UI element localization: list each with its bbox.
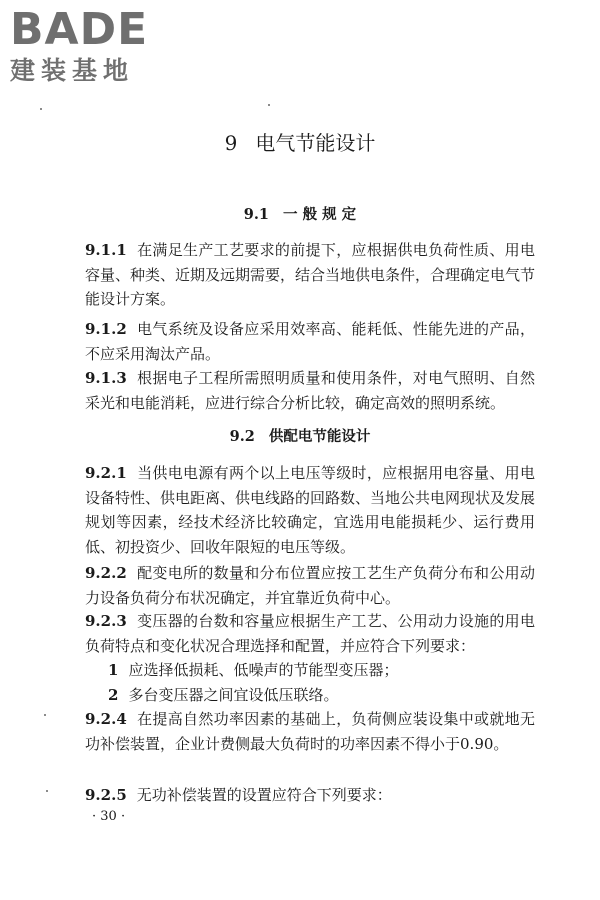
clause-9-2-2 <box>85 561 535 610</box>
clause-text: 电气系统及设备应采用效率高、能耗低、性能先进的产品，不应采用淘汰产品。 <box>85 320 535 363</box>
clause-number: 9.2.2 <box>85 564 127 582</box>
scan-speck <box>40 108 42 110</box>
clause-text: 在提高自然功率因素的基础上，负荷侧应装设集中或就地无功补偿装置，企业计费侧最大负荷时的功率因素不得小于0.90。 <box>85 710 535 753</box>
clause-text: 配变电所的数量和分布位置应按工艺生产负荷分布和公用动力设备负荷分布状况确定，并宜靠近负荷中心。 <box>85 564 535 607</box>
clause-text: 当供电电源有两个以上电压等级时，应根据用电容量、用电设备特性、供电距离、供电线路的回路数、当地公共电网现状及发展规划等因素，经技术经济比较确定，宜选用电能损耗少、运行费用低、初投资少、回收年限短的电压等级。 <box>85 464 536 556</box>
clause-9-2-1 <box>85 461 535 559</box>
chapter-title <box>0 128 600 158</box>
clause-9-2-4 <box>85 707 535 756</box>
section-title-9-1 <box>0 204 600 226</box>
scan-speck <box>268 104 270 106</box>
section-number: 9.2 <box>229 428 255 445</box>
page-number: · 30 · <box>92 809 126 824</box>
section-title-text: 供配电节能设计 <box>268 428 371 445</box>
clause-number: 9.1.2 <box>85 320 127 338</box>
clause-text: 在满足生产工艺要求的前提下，应根据供电负荷性质、用电容量、种类、近期及远期需要，结合当地供电条件，合理确定电气节能设计方案。 <box>85 241 536 308</box>
clause-text: 变压器的台数和容量应根据生产工艺、公用动力设施的用电负荷特点和变化状况合理选择和配置，并应符合下列要求： <box>85 612 535 655</box>
bade-logo <box>10 6 175 86</box>
clause-9-2-3 <box>85 609 535 658</box>
scan-speck <box>44 714 46 716</box>
clause-9-1-2 <box>85 317 535 366</box>
scan-speck <box>46 790 48 792</box>
clause-text: 无功补偿装置的设置应符合下列要求： <box>136 786 392 804</box>
clause-number: 9.1.1 <box>85 241 127 259</box>
section-title-text: 一 般 规 定 <box>283 206 357 223</box>
clause-9-2-5 <box>85 783 535 808</box>
item-number: 1 <box>108 661 119 679</box>
clause-text: 根据电子工程所需照明质量和使用条件，对电气照明、自然采光和电能消耗，应进行综合分析比较，确定高效的照明系统。 <box>85 369 535 412</box>
list-item <box>108 658 528 683</box>
section-title-9-2 <box>0 426 600 448</box>
chapter-number: 9 <box>224 131 238 155</box>
list-item <box>108 683 528 708</box>
logo-sub-text: 建装基地 <box>10 56 135 85</box>
logo-main-text: BADE <box>10 4 149 55</box>
item-number: 2 <box>108 686 119 704</box>
item-text: 应选择低损耗、低噪声的节能型变压器； <box>128 661 399 679</box>
chapter-title-text: 电气节能设计 <box>255 131 376 155</box>
clause-number: 9.2.4 <box>85 710 127 728</box>
section-number: 9.1 <box>243 206 270 223</box>
clause-number: 9.2.1 <box>85 464 127 482</box>
item-text: 多台变压器之间宜设低压联络。 <box>128 686 339 704</box>
clause-number: 9.2.5 <box>85 786 127 804</box>
clause-9-1-3 <box>85 366 535 415</box>
clause-number: 9.1.3 <box>85 369 127 387</box>
clause-number: 9.2.3 <box>85 612 127 630</box>
clause-9-1-1 <box>85 238 535 312</box>
